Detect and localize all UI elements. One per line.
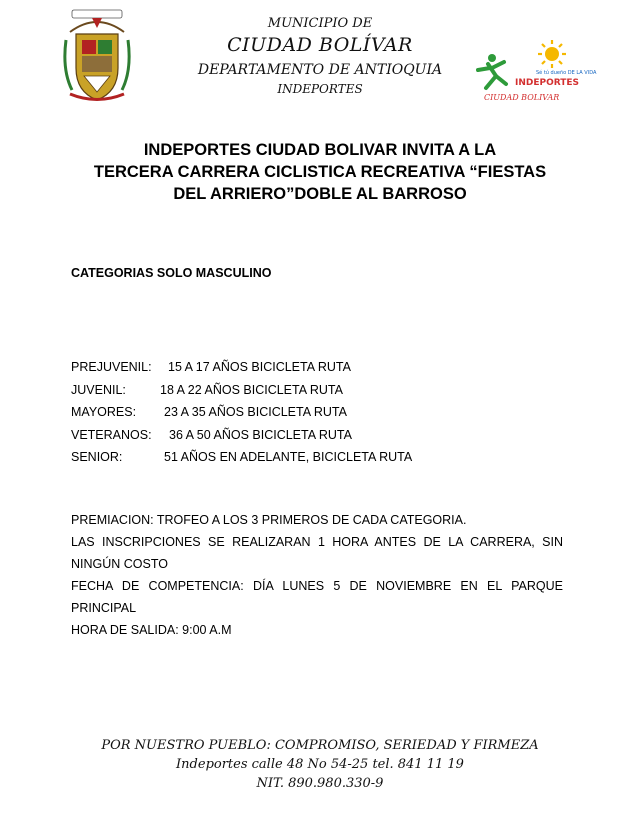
title-line-1: INDEPORTES CIUDAD BOLIVAR INVITA A LA xyxy=(143,141,497,159)
footer-nit: NIT. 890.980.330-9 xyxy=(256,776,384,791)
category-row-veteranos xyxy=(71,428,352,442)
event-title xyxy=(70,139,570,205)
category-label: VETERANOS: xyxy=(71,428,152,442)
logo-place: CIUDAD BOLIVAR xyxy=(484,93,560,102)
premiacion-text: PREMIACION: TROFEO A LOS 3 PRIMEROS DE CADA CATEGORIA. xyxy=(71,513,467,527)
footer xyxy=(60,736,580,793)
category-row-mayores xyxy=(71,405,347,419)
category-value: 36 A 50 AÑOS BICICLETA RUTA xyxy=(169,428,352,442)
header-department: DEPARTAMENTO DE ANTIOQUIA xyxy=(197,62,443,78)
category-label: PREJUVENIL: xyxy=(71,360,152,374)
category-value: 15 A 17 AÑOS BICICLETA RUTA xyxy=(168,360,351,374)
title-line-2: TERCERA CARRERA CICLISTICA RECREATIVA “FIESTAS xyxy=(93,163,547,181)
header-city: CIUDAD BOLÍVAR xyxy=(227,34,413,56)
athlete-figure-icon xyxy=(478,54,506,88)
logo-brand: INDEPORTES xyxy=(515,78,580,88)
category-value: 23 A 35 AÑOS BICICLETA RUTA xyxy=(164,405,347,419)
logo-slogan: Sé tú dueño DE LA VIDA xyxy=(536,70,597,76)
fecha-text: FECHA DE COMPETENCIA: DÍA LUNES 5 DE NOVIEMBRE EN EL PARQUE PRINCIPAL xyxy=(71,579,563,615)
hora-salida-text: HORA DE SALIDA: 9:00 A.M xyxy=(71,623,232,637)
category-label: SENIOR: xyxy=(71,450,123,464)
category-label: MAYORES: xyxy=(71,405,137,419)
footer-slogan: POR NUESTRO PUEBLO: COMPROMISO, SERIEDAD Y FIRMEZA xyxy=(101,738,539,753)
header-indeportes: INDEPORTES xyxy=(277,82,363,96)
title-line-3: DEL ARRIERO”DOBLE AL BARROSO xyxy=(173,185,467,203)
footer-address: Indeportes calle 48 No 54-25 tel. 841 11 19 xyxy=(176,757,464,772)
sun-icon xyxy=(538,40,566,68)
category-value: 18 A 22 AÑOS BICICLETA RUTA xyxy=(160,383,343,397)
categories-heading: CATEGORIAS SOLO MASCULINO xyxy=(71,266,272,280)
municipal-crest-icon xyxy=(62,10,132,105)
category-row-senior xyxy=(71,450,413,464)
category-value: 51 AÑOS EN ADELANTE, BICICLETA RUTA xyxy=(164,450,413,464)
header-municipio: MUNICIPIO DE xyxy=(267,16,373,31)
indeportes-logo xyxy=(474,40,597,105)
inscripciones-text: LAS INSCRIPCIONES SE REALIZARAN 1 HORA ANTES DE LA CARRERA, SIN NINGÚN COSTO xyxy=(71,535,563,571)
category-row-prejuvenil xyxy=(71,360,351,374)
category-row-juvenil xyxy=(71,383,343,397)
category-label: JUVENIL: xyxy=(71,383,126,397)
